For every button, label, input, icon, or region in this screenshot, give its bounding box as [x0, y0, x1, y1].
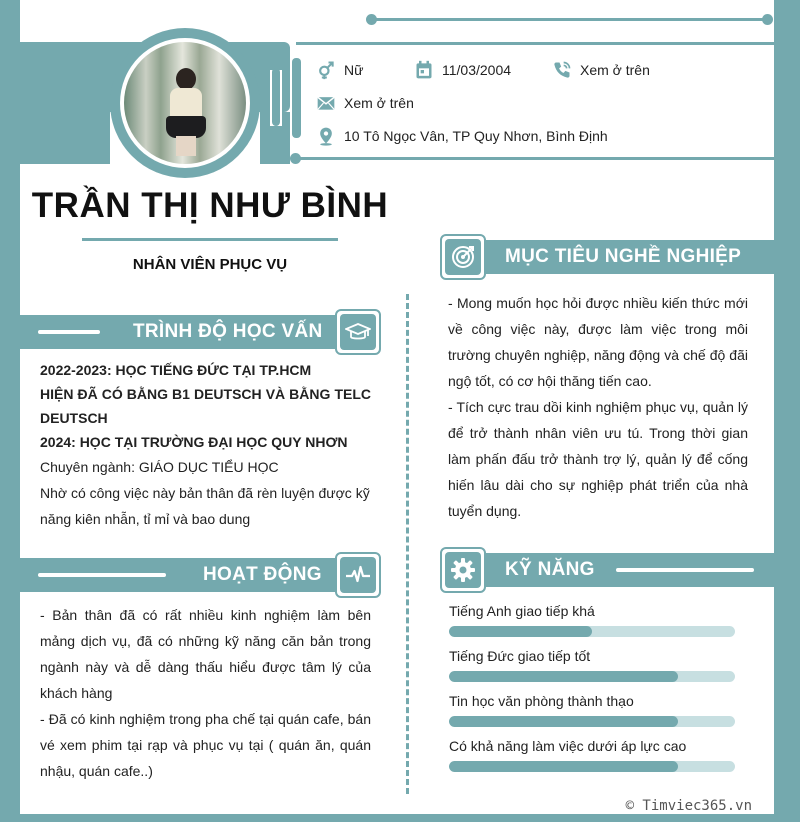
column-divider [406, 294, 409, 794]
objective-paragraph-1: - Mong muốn học hỏi được nhiều kiến thức mới về công việc này, được làm việc trong môi trường chuyên nghiệp, năng động và chế độ đãi ngộ tốt, có cơ hội thăng tiến cao. [448, 295, 748, 389]
header-vertical-bar [292, 58, 301, 138]
target-icon [450, 244, 476, 270]
objective-icon-box [440, 234, 486, 280]
skill-label: Tiếng Anh giao tiếp khá [449, 603, 595, 619]
graduation-cap-icon [345, 319, 371, 345]
education-line-2: HIỆN ĐÃ CÓ BẰNG B1 DEUTSCH VÀ BẰNG TELC DEUTSCH [40, 386, 371, 426]
skill-track [449, 626, 735, 637]
skills-icon-box [440, 547, 486, 593]
skill-level-bar [449, 626, 592, 637]
skill-item [449, 737, 735, 772]
education-content [40, 358, 371, 532]
skill-label: Có khả năng làm việc dưới áp lực cao [449, 738, 687, 754]
pulse-icon [345, 562, 371, 588]
education-title: TRÌNH ĐỘ HỌC VẤN [133, 321, 323, 342]
education-line-1: 2022-2023: HỌC TIẾNG ĐỨC TẠI TP.HCM [40, 362, 312, 378]
job-position: NHÂN VIÊN PHỤC VỤ [132, 256, 288, 273]
skill-track [449, 716, 735, 727]
activities-title: HOẠT ĐỘNG [203, 564, 322, 585]
contact-phone-value: Xem ở trên [580, 62, 650, 78]
watermark: © Timviec365.vn [625, 798, 752, 814]
objective-paragraph-2: - Tích cực trau dồi kinh nghiệm phục vụ, quản lý để trở thành nhân viên ưu tú. Trong thời gian làm phấn đấu trở thành trợ lý, quản lý để cống hiến lâu dài cho sự nghiệp phát triển của nhà tuyển dụng. [448, 399, 748, 519]
contact-address [316, 126, 608, 146]
contact-phone [552, 60, 650, 80]
education-major: Chuyên ngành: GIÁO DỤC TIỂU HỌC [40, 459, 279, 475]
contact-gender-value: Nữ [344, 62, 364, 78]
skills-bar-stripe [616, 568, 754, 572]
contact-email [316, 93, 414, 113]
phone-icon [552, 60, 572, 80]
education-icon-box [335, 309, 381, 355]
header-line-top-end [762, 14, 773, 25]
candidate-name: TRẦN THỊ NHƯ BÌNH [31, 186, 389, 225]
skill-level-bar [449, 761, 678, 772]
skill-track [449, 761, 735, 772]
header-line-top [372, 18, 768, 21]
education-line-3: 2024: HỌC TẠI TRƯỜNG ĐẠI HỌC QUY NHƠN [40, 434, 348, 450]
avatar [110, 28, 260, 178]
header-stub [272, 68, 280, 126]
activities-paragraph-2: - Đã có kinh nghiệm trong pha chế tại quán cafe, bán vé xem phim tại rạp và phục vụ tại ( quán ăn, quán nhậu, quán cafe..) [40, 711, 371, 779]
activities-bar-stripe [38, 573, 166, 577]
contact-address-value: 10 Tô Ngọc Vân, TP Quy Nhơn, Bình Định [344, 128, 608, 144]
skill-level-bar [449, 716, 678, 727]
contact-email-value: Xem ở trên [344, 95, 414, 111]
header-line-mid [296, 42, 774, 45]
frame-bottom [0, 814, 800, 822]
contact-birthdate-value: 11/03/2004 [442, 62, 512, 78]
skill-label: Tiếng Đức giao tiếp tốt [449, 648, 591, 664]
skill-track [449, 671, 735, 682]
skill-item [449, 647, 735, 682]
header-line-bot-dot [290, 153, 301, 164]
objective-content [448, 290, 748, 524]
activities-content [40, 602, 371, 784]
activities-icon-box [335, 552, 381, 598]
education-note: Nhờ có công việc này bản thân đã rèn luyện được kỹ năng kiên nhẫn, tỉ mỉ và bao dung [40, 485, 370, 527]
contact-gender [316, 60, 363, 80]
name-underline [82, 238, 338, 241]
avatar-photo [124, 42, 246, 164]
skill-level-bar [449, 671, 678, 682]
gear-icon [450, 557, 476, 583]
envelope-icon [316, 93, 336, 113]
calendar-icon [414, 60, 434, 80]
header-line-top-dot [366, 14, 377, 25]
frame-right [774, 0, 800, 822]
skill-item [449, 692, 735, 727]
frame-left [0, 0, 20, 822]
header-line-bot [296, 157, 774, 160]
skill-label: Tin học văn phòng thành thạo [449, 693, 634, 709]
skill-item [449, 602, 735, 637]
gender-icon [316, 60, 336, 80]
skills-title: KỸ NĂNG [505, 559, 595, 580]
contact-birthdate [414, 60, 511, 80]
frame-header-left-lower [20, 112, 110, 164]
activities-paragraph-1: - Bản thân đã có rất nhiều kinh nghiệm làm bên mảng dịch vụ, đã có những kỹ năng căn bản trong ngành này và dễ dàng thấu hiểu được tâm lý của khách hàng [40, 607, 371, 701]
education-bar-stripe [38, 330, 100, 334]
objective-title: MỤC TIÊU NGHỀ NGHIỆP [505, 246, 742, 267]
map-pin-icon [316, 126, 336, 146]
